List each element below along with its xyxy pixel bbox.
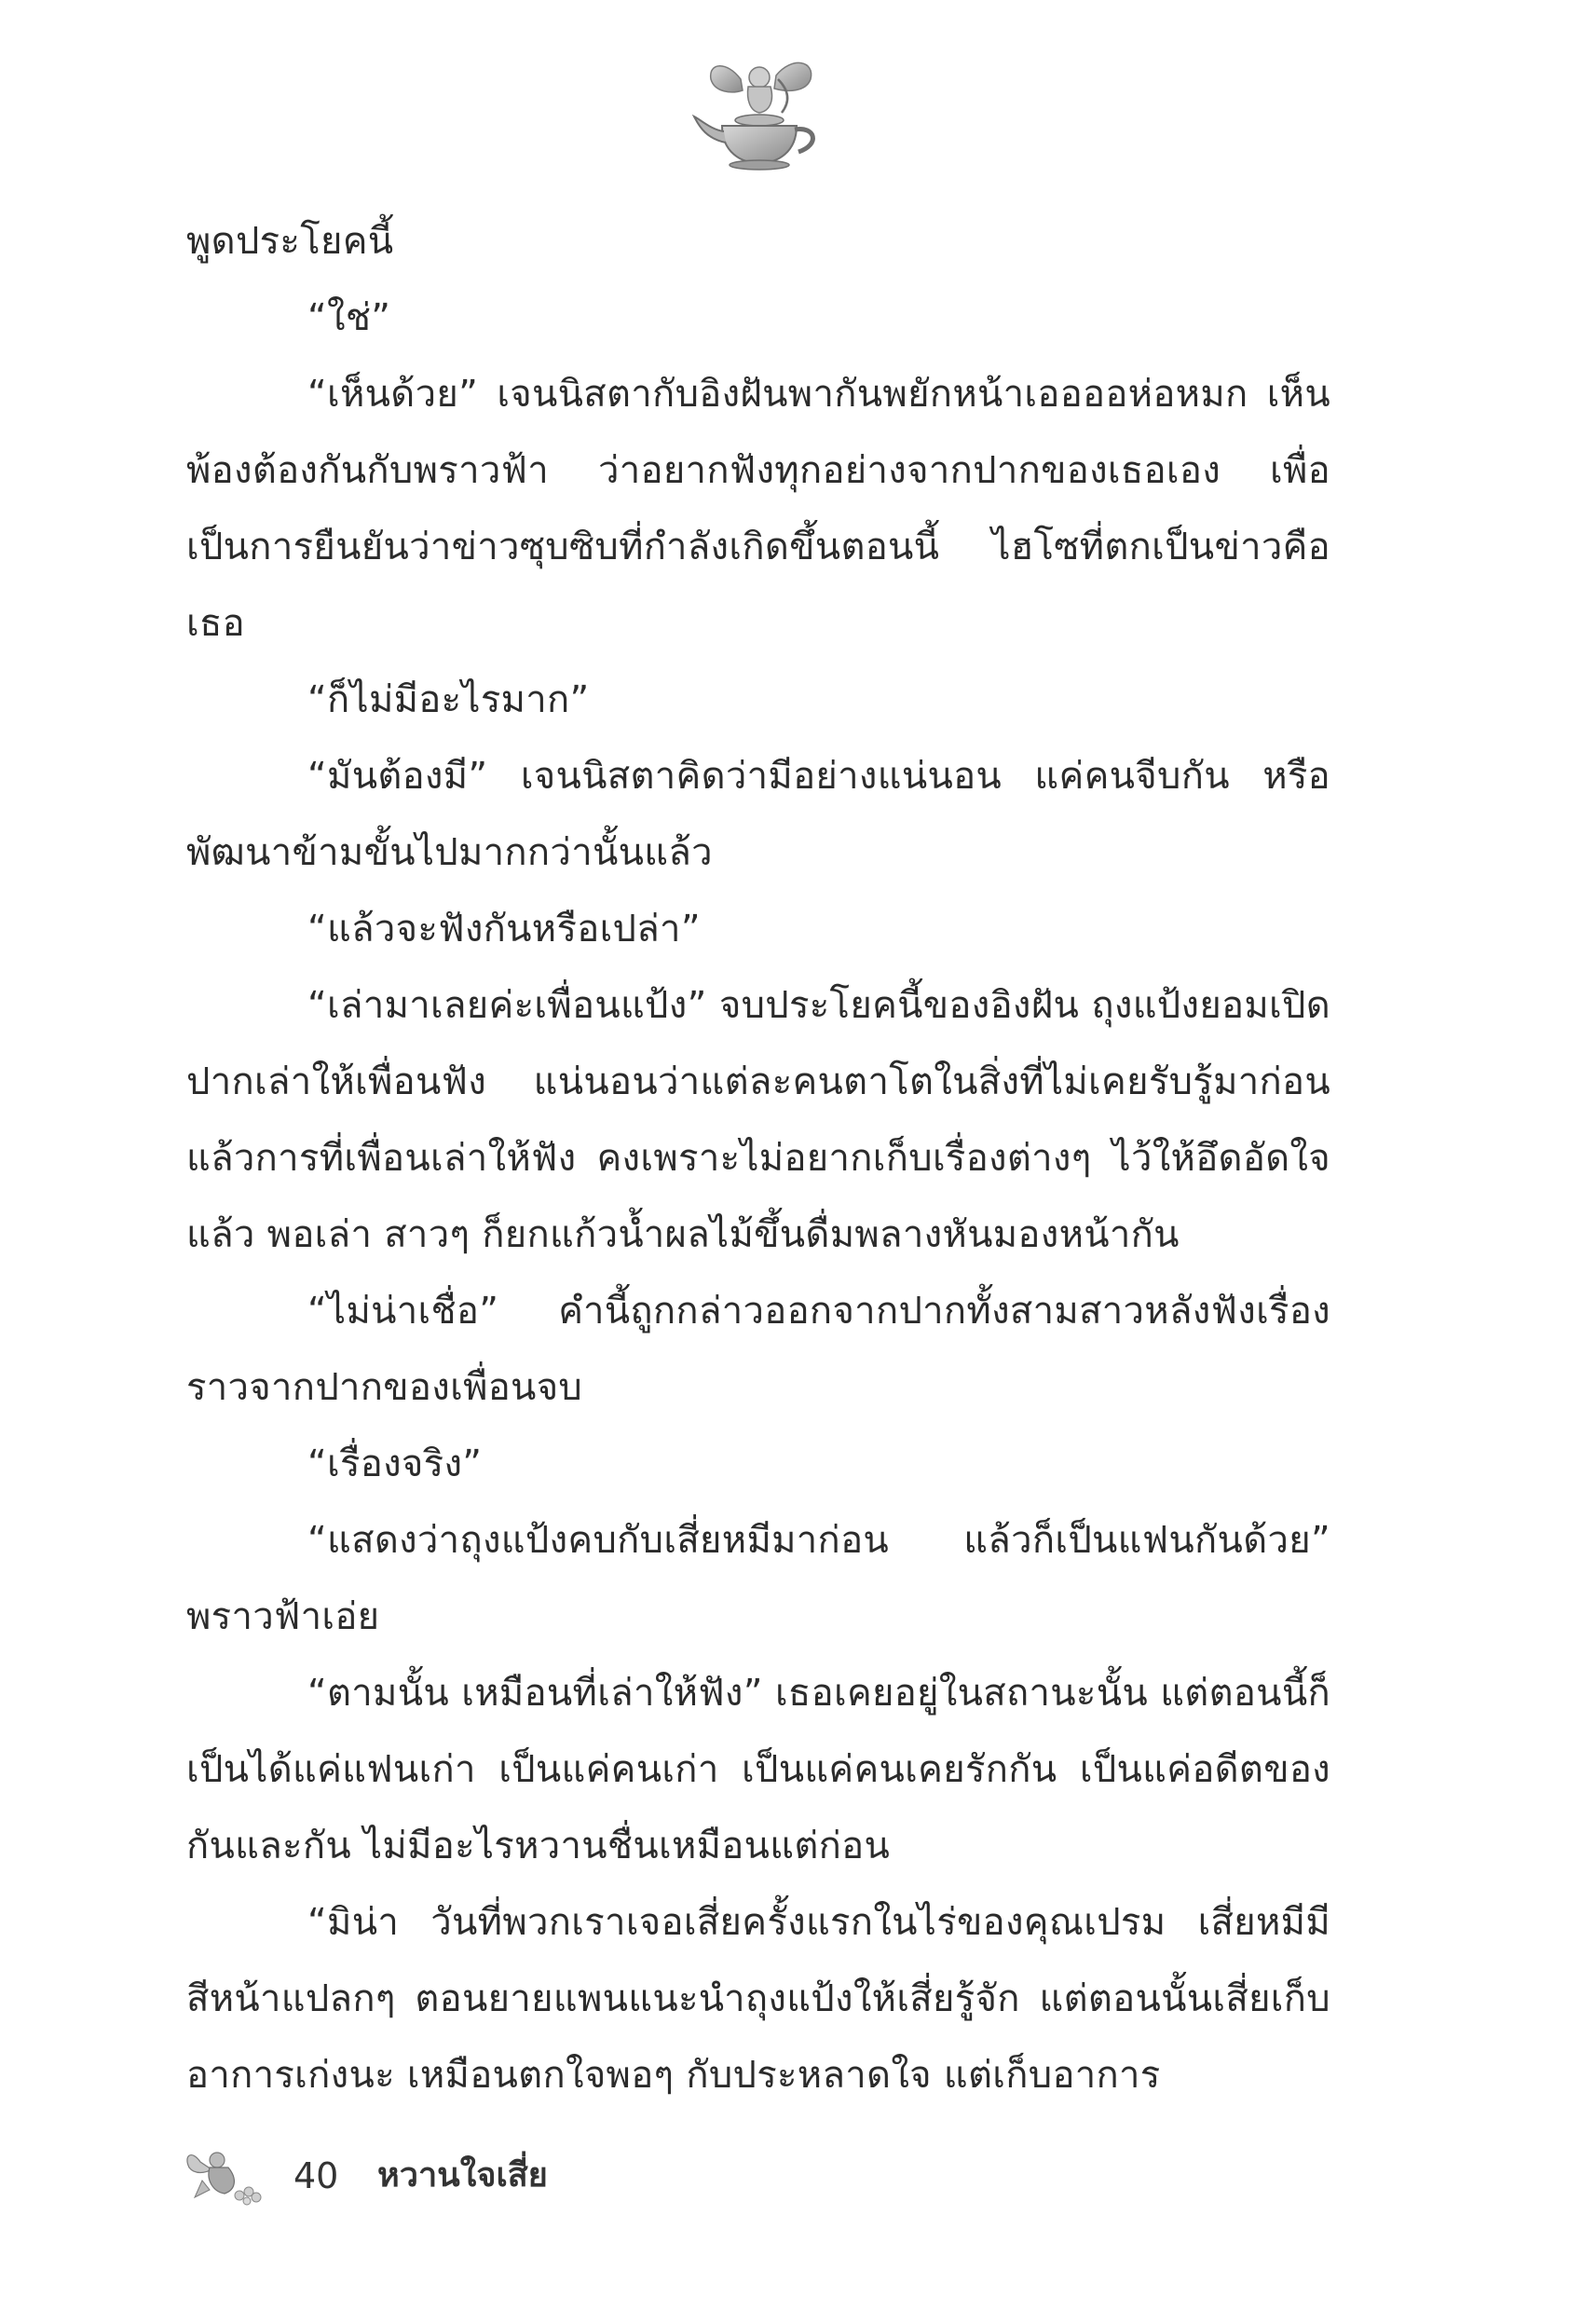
paragraph: “เล่ามาเลยค่ะเพื่อนแป้ง” จบประโยคนี้ของอิงฝัน ถุงแป้งยอมเปิดปากเล่าให้เพื่อนฟัง แน่นอนว่าแต่ละคนตาโตในสิ่งที่ไม่เคยรับรู้มาก่อน แล้วการที่เพื่อนเล่าให้ฟัง คงเพราะไม่อยากเก็บเรื่องต่างๆ ไว้ให้อึดอัดใจแล้ว พอเล่า สาวๆ ก็ยกแก้วน้ำผลไม้ขึ้นดื่มพลางหันมองหน้ากัน	[186, 984, 1330, 1256]
paragraph: “ก็ไม่มีอะไรมาก”	[307, 678, 590, 721]
cupid-on-teapot-ornament-icon	[685, 51, 834, 177]
page-number: 40	[293, 2155, 339, 2196]
paragraph: พูดประโยคนี้	[186, 220, 394, 263]
body-text	[186, 203, 1330, 2113]
paragraph: “มิน่า วันที่พวกเราเจอเสี่ยครั้งแรกในไร่ของคุณเปรม เสี่ยหมีมีสีหน้าแปลกๆ ตอนยายแพนแนะนำถุงแป้งให้เสี่ยรู้จัก แต่ตอนนั้นเสี่ยเก็บอาการเก่งนะ เหมือนตกใจพอๆ กับประหลาดใจ แต่เก็บอาการ	[186, 1901, 1330, 2097]
paragraph: “แสดงว่าถุงแป้งคบกับเสี่ยหมีมาก่อน แล้วก็เป็นแฟนกันด้วย” พราวฟ้าเอ่ย	[186, 1519, 1330, 1638]
paragraph: “เรื่องจริง”	[307, 1443, 483, 1485]
paragraph: “ไม่น่าเชื่อ” คำนี้ถูกกล่าวออกจากปากทั้งสามสาวหลังฟังเรื่องราวจากปากของเพื่อนจบ	[186, 1290, 1330, 1409]
paragraph: “แล้วจะฟังกันหรือเปล่า”	[307, 908, 701, 950]
paragraph: “ตามนั้น เหมือนที่เล่าให้ฟัง” เธอเคยอยู่ในสถานะนั้น แต่ตอนนี้ก็เป็นได้แค่แฟนเก่า เป็นแค่คนเก่า เป็นแค่คนเคยรักกัน เป็นแค่อดีตของกันและกัน ไม่มีอะไรหวานชื่นเหมือนแต่ก่อน	[186, 1672, 1330, 1867]
paragraph: “ใช่”	[307, 296, 391, 339]
cupid-ornament-icon	[182, 2143, 270, 2208]
paragraph: “มันต้องมี” เจนนิสตาคิดว่ามีอย่างแน่นอน แค่คนจีบกัน หรือพัฒนาข้ามขั้นไปมากกว่านั้นแล้ว	[186, 755, 1330, 874]
book-title: หวานใจเสี่ย	[377, 2156, 548, 2195]
paragraph: “เห็นด้วย” เจนนิสตากับอิงฝันพากันพยักหน้าเออออห่อหมก เห็นพ้องต้องกันกับพราวฟ้า ว่าอยากฟังทุกอย่างจากปากของเธอเอง เพื่อเป็นการยืนยันว่าข่าวซุบซิบที่กำลังเกิดขึ้นตอนนี้ ไฮโซที่ตกเป็นข่าวคือเธอ	[186, 373, 1330, 645]
page-footer	[182, 2143, 834, 2218]
